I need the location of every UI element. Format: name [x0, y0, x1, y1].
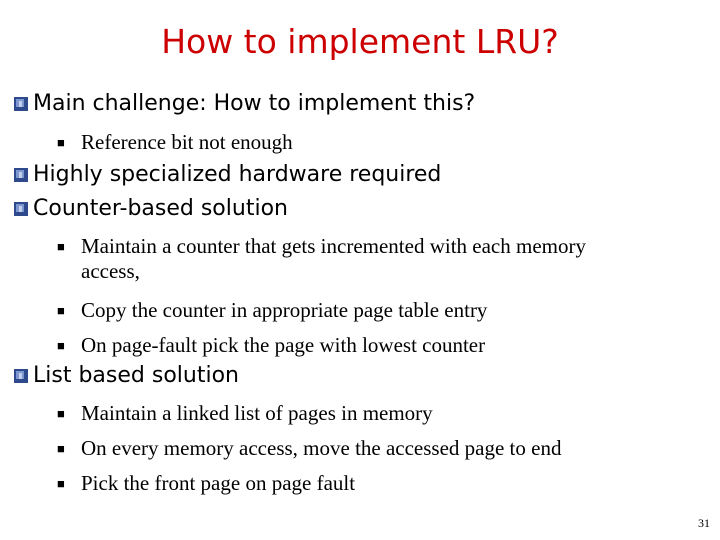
small-square-icon: ■ — [57, 338, 65, 353]
bullet-text: On every memory access, move the accessed page to end — [81, 436, 562, 460]
bullet-text: Reference bit not enough — [81, 130, 293, 154]
sub-bullet-reference-bit — [57, 130, 293, 155]
square-bullet-icon — [14, 97, 28, 111]
sub-bullet-copy-counter — [57, 298, 487, 323]
bullet-text: List based solution — [33, 363, 239, 388]
slide-title: How to implement LRU? — [161, 22, 559, 61]
bullet-text-continuation: access, — [81, 259, 140, 284]
bullet-text: Highly specialized hardware required — [33, 162, 442, 187]
bullet-text: Counter-based solution — [33, 196, 288, 221]
bullet-main-challenge — [14, 91, 475, 117]
small-square-icon: ■ — [57, 476, 65, 491]
sub-bullet-linked-list — [57, 401, 433, 426]
square-bullet-icon — [14, 168, 28, 182]
bullet-text: Maintain a linked list of pages in memory — [81, 401, 433, 425]
small-square-icon: ■ — [57, 239, 65, 254]
page-number: 31 — [698, 516, 710, 530]
bullet-text: Maintain a counter that gets incremented with each memory — [81, 234, 586, 258]
bullet-text: Pick the front page on page fault — [81, 471, 356, 495]
small-square-icon: ■ — [57, 135, 65, 150]
small-square-icon: ■ — [57, 441, 65, 456]
bullet-text: Copy the counter in appropriate page table entry — [81, 298, 488, 322]
sub-bullet-maintain-counter — [57, 234, 586, 284]
bullet-list-based — [14, 363, 239, 389]
bullet-text: On page-fault pick the page with lowest counter — [81, 333, 486, 357]
sub-bullet-page-fault-lowest — [57, 333, 485, 358]
square-bullet-icon — [14, 202, 28, 216]
small-square-icon: ■ — [57, 406, 65, 421]
sub-bullet-pick-front — [57, 471, 355, 496]
sub-bullet-move-to-end — [57, 436, 561, 461]
bullet-text: Main challenge: How to implement this? — [33, 91, 476, 116]
bullet-specialized-hardware — [14, 162, 441, 188]
square-bullet-icon — [14, 369, 28, 383]
small-square-icon: ■ — [57, 303, 65, 318]
bullet-counter-based — [14, 196, 288, 222]
